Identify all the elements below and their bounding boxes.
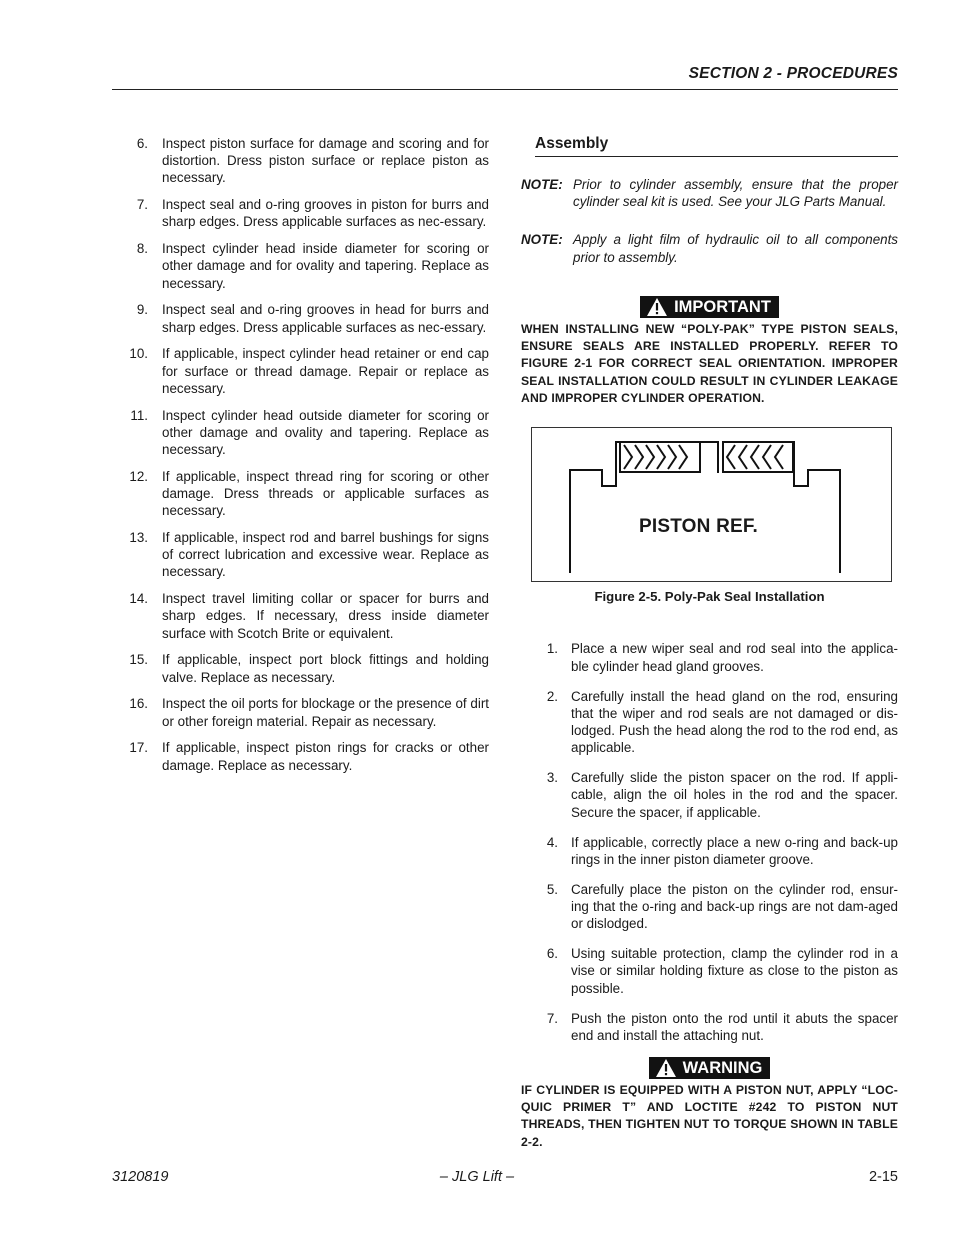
- note: [521, 231, 898, 265]
- step-text: Using suitable protection, clamp the cylinder rod in a vise or similar holding fixture as close to the piston as possible.: [571, 946, 898, 996]
- item-number: 15.: [129, 652, 148, 668]
- warning-triangle-icon: [655, 1058, 677, 1078]
- item-number: 11.: [130, 407, 148, 423]
- assembly-section: [521, 135, 898, 1151]
- list-item: [112, 695, 489, 729]
- item-number: 14.: [129, 591, 148, 607]
- step-text: Push the piston onto the rod until it abuts the spacer end and install the attaching nut.: [571, 1010, 898, 1043]
- list-item: [112, 240, 489, 292]
- footer-brand: – JLG Lift –: [439, 1169, 515, 1185]
- item-text: If applicable, inspect thread ring for scoring or other damage. Dress threads or applicable surfaces as necessary.: [162, 468, 489, 519]
- item-number: 13.: [129, 530, 148, 546]
- item-number: 8.: [136, 241, 148, 257]
- piston-ref-label: PISTON REF.: [639, 516, 759, 538]
- list-item: [112, 739, 489, 773]
- list-item: [112, 345, 489, 397]
- step-text: Place a new wiper seal and rod seal into the applica-ble cylinder head gland grooves.: [571, 641, 898, 674]
- footer-doc-number: 3120819: [112, 1169, 169, 1185]
- item-number: 6.: [136, 136, 148, 151]
- item-number: 17.: [129, 740, 148, 756]
- figure-caption: Figure 2-5. Poly-Pak Seal Installation: [594, 589, 825, 605]
- list-item: [112, 196, 489, 230]
- list-item: [521, 1010, 898, 1044]
- inspection-list: [112, 135, 489, 783]
- step-number: 6.: [546, 946, 558, 962]
- list-item: [112, 590, 489, 642]
- poly-pak-figure: [531, 427, 892, 582]
- list-item: [521, 640, 898, 674]
- list-item: [112, 468, 489, 520]
- step-number: 2.: [546, 688, 558, 704]
- important-text: WHEN INSTALLING NEW “POLY-PAK” TYPE PISTON SEALS, ENSURE SEALS ARE INSTALLED PROPERLY. REFER TO FIGURE 2-1 FOR CORRECT SEAL ORIENTATION. IMPROPER SEAL INSTALLATION COULD RESULT IN CYLINDER LEAKAGE AND IMPROPER CYLINDER OPERATION.: [521, 321, 898, 405]
- note-label: NOTE:: [521, 232, 563, 248]
- list-item: [521, 769, 898, 821]
- warning-text: IF CYLINDER IS EQUIPPED WITH A PISTON NUT, APPLY “LOC-QUIC PRIMER T” AND LOCTITE #242 TO PISTON NUT THREADS, THEN TIGHTEN NUT TO TORQUE SHOWN IN TABLE 2-2.: [521, 1082, 898, 1149]
- list-item: [112, 529, 489, 581]
- note: [521, 176, 898, 210]
- page-header-title: SECTION 2 - PROCEDURES: [688, 65, 898, 82]
- list-item: [521, 881, 898, 933]
- item-text: Inspect seal and o-ring grooves in piston for burrs and sharp edges. Dress applicable surfaces as nec-essary.: [162, 197, 489, 230]
- item-text: Inspect cylinder head outside diameter for scoring or other damage and ovality and tapering. Replace as necessary.: [162, 407, 489, 458]
- step-text: Carefully place the piston on the cylinder rod, ensur-ing that the o-ring and back-up rings are not dam-aged or dislodged.: [571, 881, 898, 932]
- note-text: Apply a light film of hydraulic oil to all components prior to assembly.: [573, 232, 898, 265]
- list-item: [521, 834, 898, 868]
- header-rule: [112, 89, 898, 90]
- item-text: If applicable, inspect piston rings for cracks or other damage. Replace as necessary.: [162, 740, 489, 773]
- item-text: If applicable, inspect port block fittings and holding valve. Replace as necessary.: [162, 652, 489, 685]
- list-item: [112, 135, 489, 187]
- footer-page-number: 2-15: [868, 1169, 898, 1185]
- warning-label: WARNING: [682, 1058, 763, 1077]
- list-item: [112, 407, 489, 459]
- item-number: 16.: [129, 696, 148, 712]
- item-text: Inspect the oil ports for blockage or the presence of dirt or other foreign material. Repair as necessary.: [162, 696, 489, 729]
- warning-banner: [649, 1057, 771, 1079]
- list-item: [521, 945, 898, 997]
- item-text: If applicable, inspect rod and barrel bushings for signs of correct lubrication and excessive wear. Replace as necessary.: [162, 530, 489, 580]
- step-number: 7.: [546, 1010, 558, 1026]
- important-banner: [640, 296, 779, 318]
- step-number: 4.: [546, 834, 558, 850]
- step-number: 3.: [546, 770, 558, 786]
- item-text: Inspect travel limiting collar or spacer for burrs and sharp edges. If necessary, dress inside diameter surface with Scotch Brite or equivalent.: [162, 591, 489, 641]
- important-banner-wrap: [521, 296, 898, 318]
- piston-seal-diagram: [532, 428, 891, 581]
- note-text: Prior to cylinder assembly, ensure that the proper cylinder seal kit is used. See your JLG Parts Manual.: [573, 177, 898, 210]
- item-number: 9.: [136, 302, 148, 318]
- item-number: 7.: [136, 197, 148, 213]
- item-text: Inspect cylinder head inside diameter for scoring or other damage and for ovality and tapering. Replace as necessary.: [162, 241, 489, 291]
- assembly-steps: [521, 640, 898, 1044]
- item-text: If applicable, inspect cylinder head retainer or end cap for surface or thread damage. Repair or replace as necessary.: [162, 346, 489, 396]
- list-item: [521, 688, 898, 757]
- item-text: Inspect seal and o-ring grooves in head for burrs and sharp edges. Dress applicable surfaces as nec-essary.: [162, 302, 489, 335]
- list-item: [112, 301, 489, 335]
- important-label: IMPORTANT: [674, 297, 771, 316]
- step-text: If applicable, correctly place a new o-ring and back-up rings in the inner piston diameter groove.: [571, 834, 898, 867]
- note-label: NOTE:: [521, 177, 563, 192]
- assembly-heading: Assembly: [535, 135, 898, 157]
- item-number: 10.: [129, 346, 148, 362]
- list-item: [112, 651, 489, 685]
- step-number: 5.: [546, 881, 558, 897]
- item-number: 12.: [129, 468, 148, 484]
- step-text: Carefully slide the piston spacer on the rod. If appli-cable, align the oil holes in the rod and the spacer. Secure the spacer, if applicable.: [571, 770, 898, 820]
- step-text: Carefully install the head gland on the rod, ensuring that the wiper and rod seals are not damaged or dis-lodged. Push the head along the rod to the rod end, as applicable.: [571, 688, 898, 756]
- warning-banner-wrap: [521, 1057, 898, 1079]
- warning-triangle-icon: [646, 297, 668, 317]
- item-text: Inspect piston surface for damage and scoring and for distortion. Dress piston surface or replace piston as necessary.: [162, 136, 489, 186]
- step-number: 1.: [546, 641, 558, 657]
